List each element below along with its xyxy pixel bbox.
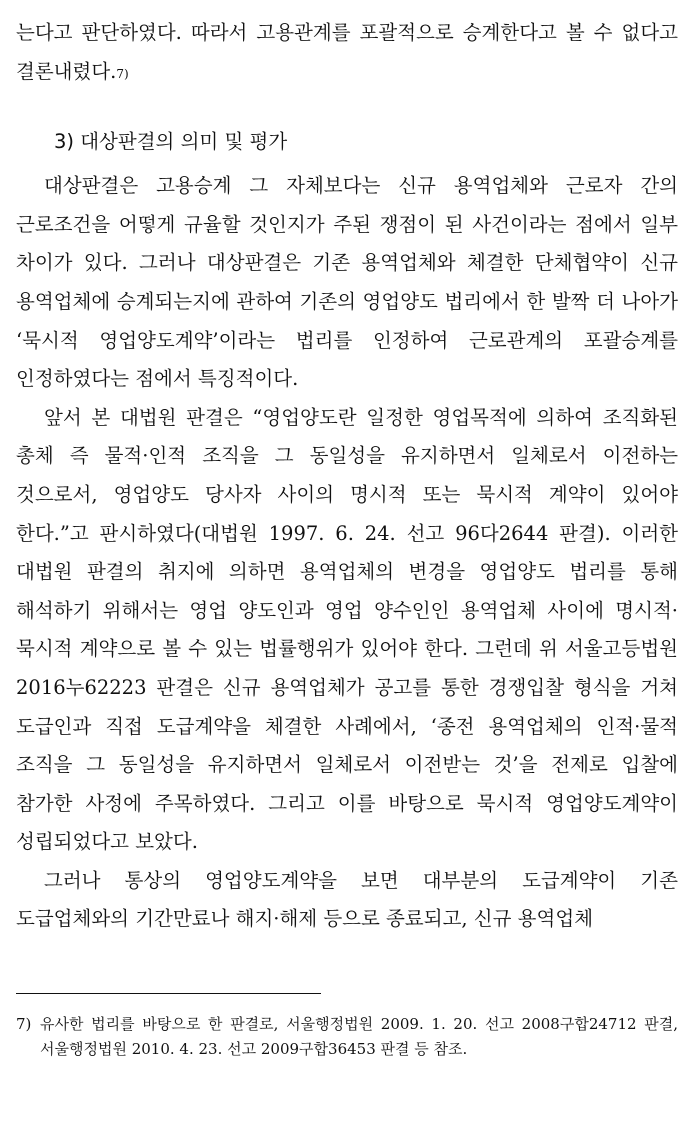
footnote (16, 1012, 678, 1062)
paragraph-2: 앞서 본 대법원 판결은 “영업양도란 일정한 영업목적에 의하여 조직화된 총체 즉 물적·인적 조직을 그 동일성을 유지하면서 일체로서 이전하는 것으로서, 영업양도 당사자 사이의 명시적 또는 묵시적 계약이 있어야 한다.”고 판시하였다(대법원 1997. 6. 24. 선고 96다2644 판결). 이러한 대법원 판결의 취지에 의하면 용역업체의 변경을 영업양도 법리를 통해 해석하기 위해서는 영업 양도인과 영업 양수인인 용역업체 사이에 명시적·묵시적 계약으로 볼 수 있는 법률행위가 있어야 한다. 그런데 위 서울고등법원 2016누62223 판결은 신규 용역업체가 공고를 통한 경쟁입찰 형식을 거쳐 도급인과 직접 도급계약을 체결한 사례에서, ‘종전 용역업체의 인적·물적 조직을 그 동일성을 유지하면서 일체로서 이전받는 것’을 전제로 입찰에 참가한 사정에 주목하였다. 그리고 이를 바탕으로 묵시적 영업양도계약이 성립되었다고 보았다. (16, 405, 678, 854)
footnote-mark: 7) (16, 1015, 32, 1033)
footnote-reference[interactable]: 7) (116, 66, 129, 81)
paragraph-1: 대상판결은 고용승계 그 자체보다는 신규 용역업체와 근로자 간의 근로조건을 어떻게 규율할 것인지가 주된 쟁점이 된 사건이라는 점에서 일부 차이가 있다. 그러나 대상판결은 기존 용역업체와 체결한 단체협약이 신규 용역업체에 승계되는지에 관하여 기존의 영업양도 법리에서 한 발짝 더 나아가 ‘묵시적 영업양도계약’이라는 법리를 인정하여 근로관계의 포괄승계를 인정하였다는 점에서 특징적이다. (16, 174, 678, 391)
section-heading: 3) 대상판결의 의미 및 평가 (54, 130, 288, 154)
paragraph-lead-text: 는다고 판단하였다. 따라서 고용관계를 포괄적으로 승계한다고 볼 수 없다고 결론내렸다. (16, 21, 678, 83)
paragraph-3: 그러나 통상의 영업양도계약을 보면 대부분의 도급계약이 기존 도급업체와의 기간만료나 해지·해제 등으로 종료되고, 신규 용역업체 (16, 868, 678, 931)
page-body (16, 14, 678, 939)
paragraph-lead (16, 14, 678, 93)
footnote-divider (16, 993, 321, 994)
footnote-text: 유사한 법리를 바탕으로 한 판결로, 서울행정법원 2009. 1. 20. 선고 2008구합24712 판결, 서울행정법원 2010. 4. 23. 선고 2009구합36453 판결 등 참조. (40, 1015, 678, 1058)
